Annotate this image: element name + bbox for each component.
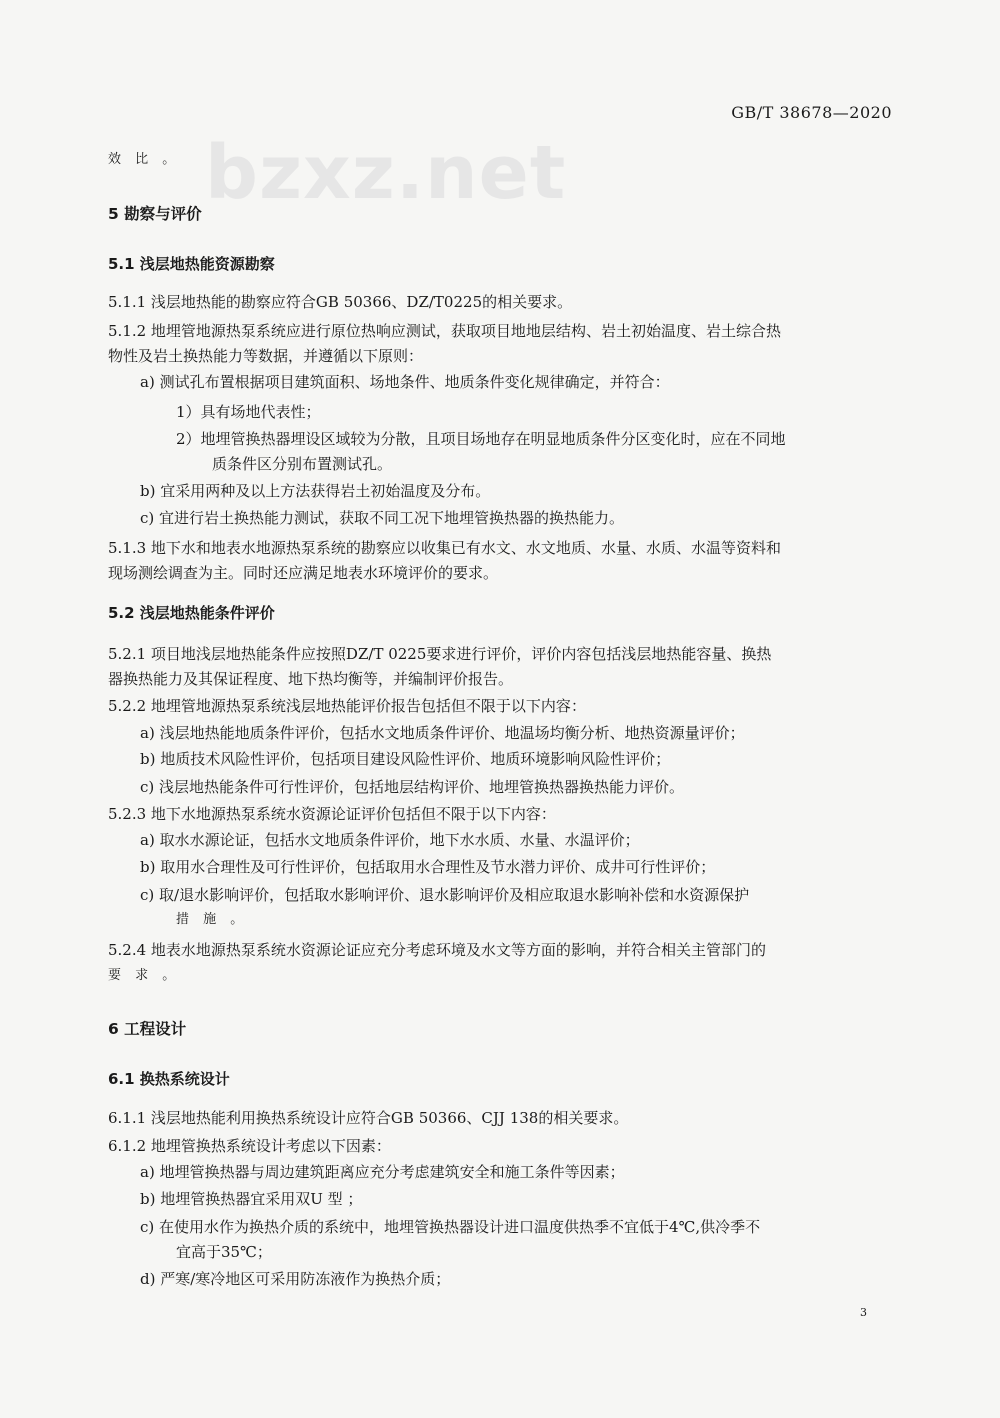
list-item: b) 地埋管换热器宜采用双U 型 ；: [140, 1190, 363, 1208]
list-item: c) 在使用水作为换热介质的系统中，地埋管换热器设计进口温度供热季不宜低于4℃,供冷季不: [140, 1218, 761, 1236]
clause-line: 6.1.2 地埋管换热系统设计考虑以下因素：: [108, 1137, 391, 1155]
list-item: b) 地质技术风险性评价，包括项目建设风险性评价、地质环境影响风险性评价；: [140, 750, 671, 768]
subsection-heading: 5.2 浅层地热能条件评价: [108, 604, 275, 622]
clause-line: 5.2.4 地表水地源热泵系统水资源论证应充分考虑环境及水文等方面的影响，并符合相关主管部门的: [108, 941, 766, 959]
watermark: bzxz.net: [205, 130, 567, 216]
list-item: a) 取水水源论证，包括水文地质条件评价，地下水水质、水量、水温评价；: [140, 831, 640, 849]
list-item-continuation: 措 施 。: [176, 912, 249, 927]
clause-line: 要 求 。: [108, 968, 181, 983]
list-item: d) 严寒/寒冷地区可采用防冻液作为换热介质；: [140, 1270, 451, 1288]
clause-line: 5.1.1 浅层地热能的勘察应符合GB 50366、DZ/T0225的相关要求。: [108, 293, 573, 311]
clause-line: 5.2.2 地埋管地源热泵系统浅层地热能评价报告包括但不限于以下内容：: [108, 697, 586, 715]
section-heading: 5 勘察与评价: [108, 205, 202, 223]
list-item-continuation: 宜高于35℃；: [176, 1243, 272, 1261]
list-item: c) 取/退水影响评价，包括取水影响评价、退水影响评价及相应取退水影响补偿和水资源保护: [140, 886, 750, 904]
clause-line: 物性及岩土换热能力等数据，并遵循以下原则：: [108, 347, 424, 365]
subsection-heading: 6.1 换热系统设计: [108, 1070, 230, 1088]
sub-list-item: 质条件区分别布置测试孔。: [212, 455, 393, 473]
body-line: 效 比 。: [108, 152, 181, 167]
list-item: b) 取用水合理性及可行性评价，包括取用水合理性及节水潜力评价、成井可行性评价；: [140, 858, 716, 876]
subsection-heading: 5.1 浅层地热能资源勘察: [108, 255, 275, 273]
clause-line: 现场测绘调查为主。同时还应满足地表水环境评价的要求。: [108, 564, 499, 582]
clause-line: 5.1.3 地下水和地表水地源热泵系统的勘察应以收集已有水文、水文地质、水量、水质、水温等资料和: [108, 539, 781, 557]
list-item: a) 测试孔布置根据项目建筑面积、场地条件、地质条件变化规律确定，并符合：: [140, 373, 670, 391]
clause-line: 5.1.2 地埋管地源热泵系统应进行原位热响应测试，获取项目地地层结构、岩土初始温度、岩土综合热: [108, 322, 781, 340]
clause-line: 5.2.1 项目地浅层地热能条件应按照DZ/T 0225要求进行评价，评价内容包括浅层地热能容量、换热: [108, 645, 772, 663]
standard-number: GB/T 38678—2020: [731, 103, 892, 122]
list-item: c) 浅层地热能条件可行性评价，包括地层结构评价、地埋管换热器换热能力评价。: [140, 778, 685, 796]
page-number: 3: [860, 1306, 867, 1319]
list-item: c) 宜进行岩土换热能力测试，获取不同工况下地埋管换热器的换热能力。: [140, 509, 625, 527]
list-item: a) 地埋管换热器与周边建筑距离应充分考虑建筑安全和施工条件等因素；: [140, 1163, 625, 1181]
section-heading: 6 工程设计: [108, 1020, 187, 1038]
clause-line: 5.2.3 地下水地源热泵系统水资源论证评价包括但不限于以下内容：: [108, 805, 556, 823]
list-item: b) 宜采用两种及以上方法获得岩土初始温度及分布。: [140, 482, 491, 500]
sub-list-item: 2）地埋管换热器埋设区域较为分散，且项目场地存在明显地质条件分区变化时，应在不同地: [176, 430, 786, 448]
sub-list-item: 1）具有场地代表性；: [176, 403, 321, 421]
clause-line: 6.1.1 浅层地热能利用换热系统设计应符合GB 50366、CJJ 138的相关要求。: [108, 1109, 629, 1127]
list-item: a) 浅层地热能地质条件评价，包括水文地质条件评价、地温场均衡分析、地热资源量评价；: [140, 724, 745, 742]
clause-line: 器换热能力及其保证程度、地下热均衡等，并编制评价报告。: [108, 670, 514, 688]
